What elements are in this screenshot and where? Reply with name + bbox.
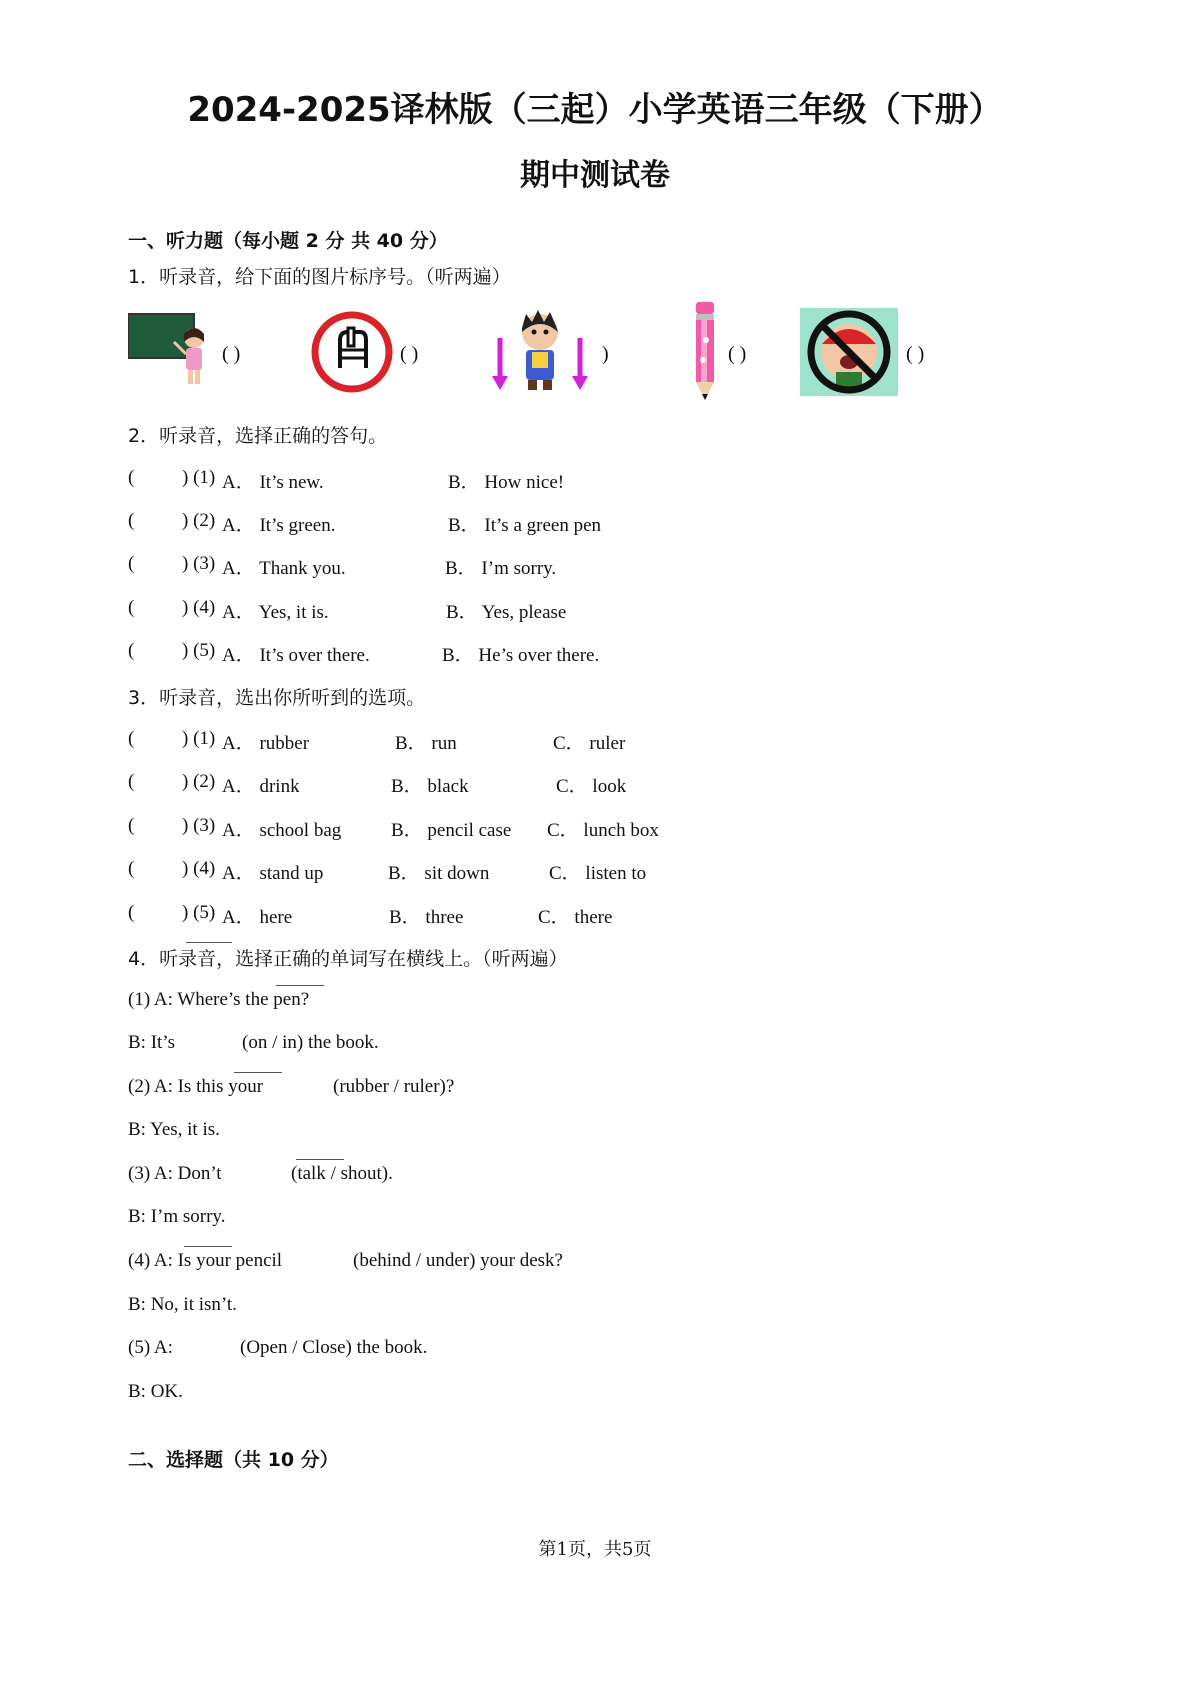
answer-bracket[interactable]: (	[128, 597, 135, 618]
page-subtitle: 期中测试卷	[520, 158, 670, 193]
option-b: B． How nice!	[448, 472, 565, 493]
item-number: ) (5)	[182, 902, 216, 923]
option-a: A． school bag	[222, 820, 342, 841]
item-number: ) (3)	[182, 553, 216, 574]
stray-line	[186, 942, 232, 943]
option-b: B． three	[389, 907, 464, 928]
answer-bracket[interactable]: (	[128, 815, 135, 836]
item-number: ) (2)	[182, 771, 216, 792]
fill-in-blank[interactable]	[234, 1072, 282, 1073]
section2-heading: 二、选择题（共 10 分）	[128, 1449, 339, 1471]
q4-line-7b: (behind / under) your desk?	[353, 1250, 563, 1271]
item-number: ) (4)	[182, 597, 216, 618]
option-b: B． It’s a green pen	[448, 515, 602, 536]
option-c: C． lunch box	[547, 820, 659, 841]
option-b: B． pencil case	[391, 820, 512, 841]
answer-bracket[interactable]: (	[128, 771, 135, 792]
option-b: B． Yes, please	[446, 602, 567, 623]
q1-bracket-2[interactable]: ( )	[400, 343, 419, 365]
answer-bracket[interactable]: (	[128, 858, 135, 879]
answer-bracket[interactable]: (	[128, 553, 135, 574]
section1-heading: 一、听力题（每小题 2 分 共 40 分）	[128, 230, 448, 252]
q4-line-4: B: Yes, it is.	[128, 1119, 220, 1140]
q4-line-8: B: No, it isn’t.	[128, 1294, 237, 1315]
option-a: A． It’s new.	[222, 472, 324, 493]
option-c: C． listen to	[549, 863, 647, 884]
q1-prompt: 1．听录音，给下面的图片标序号。（听两遍）	[128, 266, 511, 288]
q1-bracket-1[interactable]: ( )	[222, 343, 241, 365]
pink-pencil-icon	[690, 300, 720, 404]
item-number: ) (2)	[182, 510, 216, 531]
q4-line-9b: (Open / Close) the book.	[240, 1337, 428, 1358]
option-b: B． run	[395, 733, 457, 754]
option-a: A． Thank you.	[222, 558, 346, 579]
q4-line-7a: (4) A: Is your pencil	[128, 1250, 283, 1271]
q1-bracket-4[interactable]: ( )	[728, 343, 747, 365]
answer-bracket[interactable]: (	[128, 640, 135, 661]
option-a: A． Yes, it is.	[222, 602, 329, 623]
answer-bracket[interactable]: (	[128, 510, 135, 531]
item-number: ) (1)	[182, 728, 216, 749]
q4-line-6: B: I’m sorry.	[128, 1206, 226, 1227]
option-c: C． look	[556, 776, 627, 797]
q2-prompt: 2．听录音，选择正确的答句。	[128, 425, 388, 447]
fill-in-blank[interactable]	[296, 1159, 344, 1160]
option-a: A． here	[222, 907, 293, 928]
q1-bracket-5[interactable]: ( )	[906, 343, 925, 365]
q1-bracket-3[interactable]: )	[602, 343, 609, 365]
fill-in-blank[interactable]	[184, 1246, 232, 1247]
item-number: ) (1)	[182, 467, 216, 488]
q4-line-5b: (talk / shout).	[291, 1163, 393, 1184]
answer-bracket[interactable]: (	[128, 728, 135, 749]
no-talking-sign-icon	[310, 310, 394, 394]
no-shouting-sign-icon	[800, 308, 898, 396]
answer-bracket[interactable]: (	[128, 467, 135, 488]
boy-sit-down-icon	[488, 306, 592, 398]
answer-bracket[interactable]: (	[128, 902, 135, 923]
option-a: A． It’s green.	[222, 515, 336, 536]
fill-in-blank[interactable]	[276, 985, 324, 986]
item-number: ) (5)	[182, 640, 216, 661]
q3-prompt: 3．听录音，选出你所听到的选项。	[128, 687, 426, 709]
q4-line-9a: (5) A:	[128, 1337, 173, 1358]
q4-prompt: 4．听录音，选择正确的单词写在横线上。（听两遍）	[128, 948, 568, 970]
girl-at-blackboard-icon	[128, 312, 212, 392]
page-title: 2024-2025译林版（三起）小学英语三年级（下册）	[187, 90, 1003, 130]
option-b: B． sit down	[388, 863, 490, 884]
item-number: ) (3)	[182, 815, 216, 836]
q4-line-3a: (2) A: Is this your	[128, 1076, 264, 1097]
item-number: ) (4)	[182, 858, 216, 879]
option-b: B． I’m sorry.	[445, 558, 557, 579]
option-b: B． He’s over there.	[442, 645, 600, 666]
q4-line-5a: (3) A: Don’t	[128, 1163, 222, 1184]
option-a: A． stand up	[222, 863, 324, 884]
option-c: C． ruler	[553, 733, 626, 754]
page-footer: 第1页，共5页	[538, 1539, 652, 1560]
option-b: B． black	[391, 776, 469, 797]
q4-line-2a: B: It’s	[128, 1032, 175, 1053]
q4-line-1: (1) A: Where’s the pen?	[128, 989, 310, 1010]
option-a: A． rubber	[222, 733, 310, 754]
q4-line-3b: (rubber / ruler)?	[333, 1076, 455, 1097]
q4-line-10: B: OK.	[128, 1381, 183, 1402]
q4-line-2b: (on / in) the book.	[242, 1032, 379, 1053]
option-a: A． drink	[222, 776, 300, 797]
option-a: A． It’s over there.	[222, 645, 370, 666]
option-c: C． there	[538, 907, 613, 928]
